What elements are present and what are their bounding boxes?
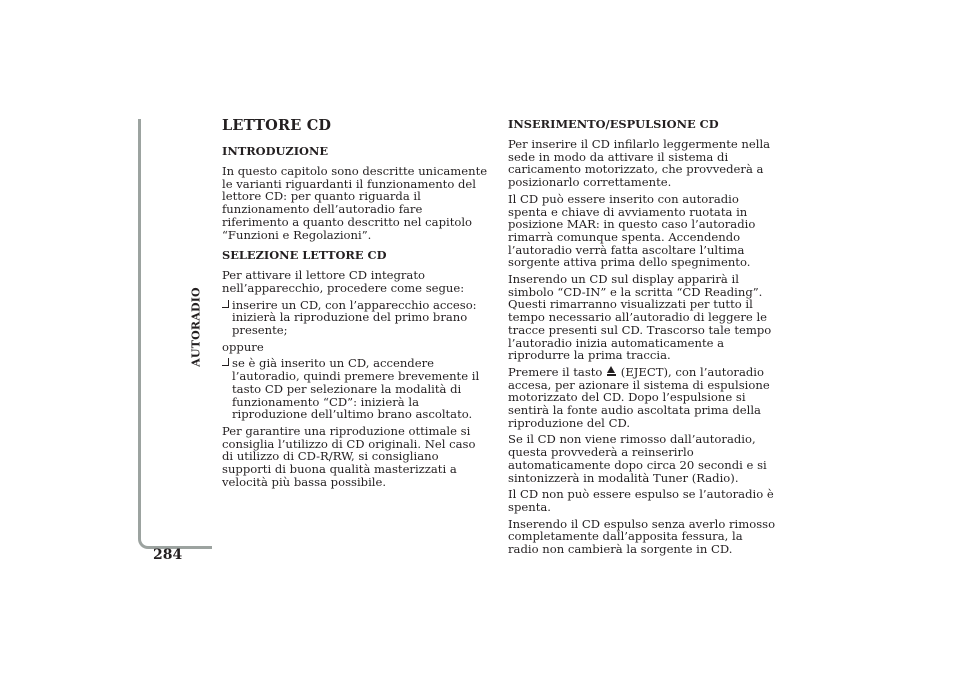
section-tab [188, 287, 204, 367]
section-label: AUTORADIO [189, 287, 203, 367]
paragraph: Il CD non può essere espulso se l’autoradio è spenta. [508, 487, 774, 514]
bullet-text: inserire un CD, con l’apparecchio acceso: inizierà la riproduzione del primo brano presente; [232, 297, 477, 338]
selection-paragraph: Per attivare il lettore CD integrato nell’apparecchio, procedere come segue: [222, 268, 465, 295]
selection-heading: SELEZIONE LETTORE CD [222, 248, 387, 263]
checkbox-bullet-icon [222, 300, 229, 308]
eject-icon [607, 366, 616, 377]
intro-heading: INTRODUZIONE [222, 144, 329, 158]
paragraph-text: Premere il tasto [508, 364, 603, 379]
quality-paragraph: Per garantire una riproduzione ottimale si consiglia l’utilizzo di CD originali. Nel caso di utilizzo di CD-R/RW, si consigliano supporti di buona qualità masterizzati a velocità più bassa possibile. [222, 423, 476, 489]
list-item [222, 299, 490, 337]
checkbox-bullet-icon [222, 358, 229, 366]
right-column [508, 118, 776, 560]
paragraph: Per inserire il CD infilarlo leggermente nella sede in modo da attivare il sistema di caricamento motorizzato, che provvederà a posizionarlo correttamente. [508, 137, 771, 190]
chapter-title: LETTORE CD [222, 117, 332, 134]
paragraph: Se il CD non viene rimosso dall’autoradio, questa provvederà a reinserirlo automaticamente dopo circa 20 secondi e si sintonizzerà in modalità Tuner (Radio). [508, 432, 767, 485]
or-text: oppure [222, 339, 264, 354]
page-number: 284 [153, 547, 183, 563]
paragraph: Il CD può essere inserito con autoradio spenta e chiave di avviamento ruotata in posizione MAR: in questo caso l’autoradio rimarrà comunque spenta. Accendendo l’autoradio verrà fatta ascoltare l’ultima sorgente attiva prima dello spegnimento. [508, 191, 756, 270]
bullet-text: se è già inserito un CD, accendere l’autoradio, quindi premere brevemente il tasto CD per selezionare la modalità di funzionamento “CD”: inizierà la riproduzione dell’ultimo brano ascoltato. [232, 356, 480, 422]
paragraph: Inserendo il CD espulso senza averlo rimosso completamente dall’apposita fessura, la radio non cambierà la sorgente in CD. [508, 516, 776, 557]
insert-eject-heading: INSERIMENTO/ESPULSIONE CD [508, 117, 719, 131]
left-column [222, 118, 490, 492]
paragraph-text: (EJECT), con l’autoradio accesa, per azionare il sistema di espulsione motorizzato del CD. Dopo l’espulsione si sentirà la fonte audio ascoltata prima della riproduzione del CD. [508, 364, 770, 430]
intro-paragraph: In questo capitolo sono descritte unicamente le varianti riguardanti il funzionamento del lettore CD: per quanto riguarda il funzionamento dell’autoradio fare riferimento a quanto descritto nel capitolo “Funzioni e Regolazioni”. [222, 164, 488, 242]
paragraph: Inserendo un CD sul display apparirà il simbolo “CD-IN” e la scritta “CD Reading”. Questi rimarranno visualizzati per tutto il tempo necessario all’autoradio di leggere le tracce presenti sul CD. Trascorso tale tempo l’autoradio inizia automaticamente a riprodurre la prima traccia. [508, 272, 772, 363]
eject-paragraph [508, 366, 776, 430]
list-item [222, 357, 490, 421]
